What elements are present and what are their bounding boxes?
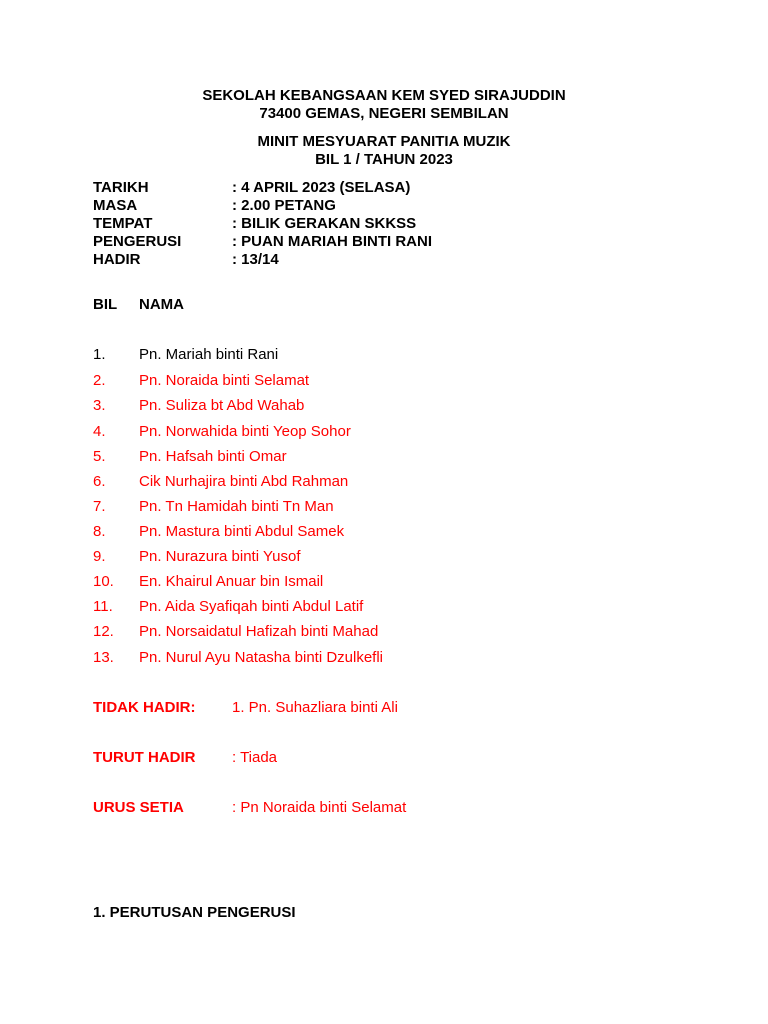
school-address: 73400 GEMAS, NEGERI SEMBILAN <box>259 105 509 122</box>
info-label: PENGERUSI <box>93 233 182 250</box>
secretariat-value: : Pn Noraida binti Selamat <box>232 799 407 816</box>
attendee-name: Cik Nurhajira binti Abd Rahman <box>139 473 349 490</box>
document-number: BIL 1 / TAHUN 2023 <box>315 151 453 168</box>
attendance-header-bil: BIL <box>93 296 118 313</box>
attendee-name: Pn. Norwahida binti Yeop Sohor <box>139 423 351 440</box>
attendee-name: Pn. Aida Syafiqah binti Abdul Latif <box>139 598 364 615</box>
attendee-number: 11. <box>93 598 113 615</box>
attendee-number: 3. <box>93 397 106 414</box>
attendee-number: 9. <box>93 548 106 565</box>
info-value: : PUAN MARIAH BINTI RANI <box>232 233 432 250</box>
info-label: HADIR <box>93 251 141 268</box>
info-value: : 4 APRIL 2023 (SELASA) <box>232 179 411 196</box>
attendee-name: En. Khairul Anuar bin Ismail <box>139 573 324 590</box>
attendee-number: 10. <box>93 573 114 590</box>
attendee-number: 2. <box>93 372 106 389</box>
attendee-number: 13. <box>93 649 114 666</box>
info-value: : 13/14 <box>232 251 279 268</box>
attendee-number: 1. <box>93 346 106 363</box>
document-title: MINIT MESYUARAT PANITIA MUZIK <box>257 133 511 150</box>
attendee-name: Pn. Norsaidatul Hafizah binti Mahad <box>139 623 379 640</box>
school-name: SEKOLAH KEBANGSAAN KEM SYED SIRAJUDDIN <box>202 87 566 104</box>
absent-label: TIDAK HADIR: <box>93 699 196 716</box>
attendee-number: 8. <box>93 523 106 540</box>
also-present-value: : Tiada <box>232 749 278 766</box>
also-present-label: TURUT HADIR <box>93 749 196 766</box>
info-label: MASA <box>93 197 138 214</box>
attendee-name: Pn. Tn Hamidah binti Tn Man <box>139 498 334 515</box>
attendee-name: Pn. Nurazura binti Yusof <box>139 548 301 565</box>
section-heading-perutusan: 1. PERUTUSAN PENGERUSI <box>93 904 296 921</box>
attendee-name: Pn. Hafsah binti Omar <box>139 448 287 465</box>
info-value: : BILIK GERAKAN SKKSS <box>232 215 417 232</box>
attendee-name: Pn. Noraida binti Selamat <box>139 372 310 389</box>
attendee-number: 5. <box>93 448 106 465</box>
attendance-header-nama: NAMA <box>139 296 184 313</box>
attendee-name: Pn. Nurul Ayu Natasha binti Dzulkefli <box>139 649 384 666</box>
attendee-number: 12. <box>93 623 114 640</box>
absent-value: 1. Pn. Suhazliara binti Ali <box>232 699 398 716</box>
attendee-name: Pn. Suliza bt Abd Wahab <box>139 397 305 414</box>
attendee-number: 7. <box>93 498 106 515</box>
info-label: TARIKH <box>93 179 149 196</box>
secretariat-label: URUS SETIA <box>93 799 184 816</box>
attendee-name: Pn. Mariah binti Rani <box>139 346 279 363</box>
info-value: : 2.00 PETANG <box>232 197 336 214</box>
info-label: TEMPAT <box>93 215 153 232</box>
attendee-number: 6. <box>93 473 106 490</box>
attendee-name: Pn. Mastura binti Abdul Samek <box>139 523 345 540</box>
attendee-number: 4. <box>93 423 106 440</box>
